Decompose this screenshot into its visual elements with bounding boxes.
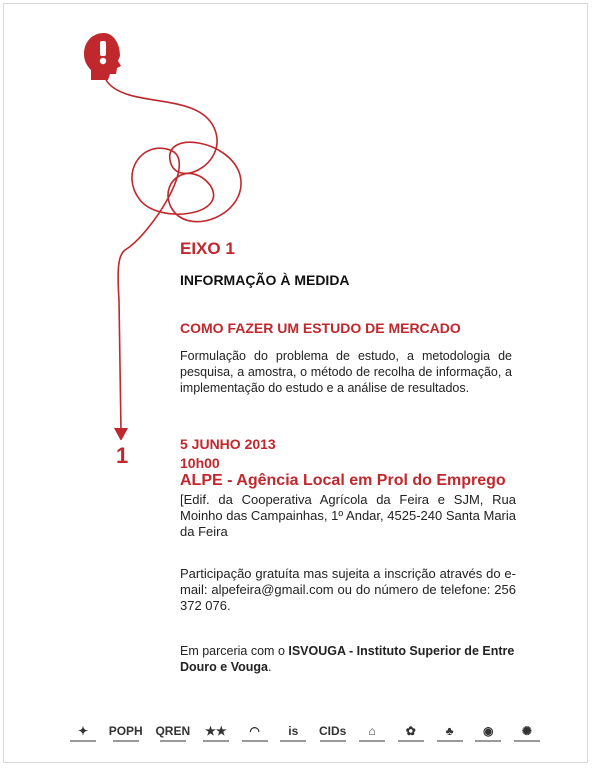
head-exclamation-icon xyxy=(84,33,121,80)
sponsor-logo-9: ✿ xyxy=(398,724,424,742)
session-topic: COMO FAZER UM ESTUDO DE MERCADO xyxy=(180,320,461,336)
participation-info: Participação gratuíta mas sujeita a inscrição através do e-mail: alpefeira@gmail.com ou do número de telefone: 256 372 076. xyxy=(180,566,516,613)
partner-info xyxy=(180,643,520,675)
sponsor-logo-3: QREN xyxy=(155,724,190,742)
sponsor-logo-12: ✺ xyxy=(514,724,540,742)
sponsor-logo-6: is xyxy=(280,724,306,742)
sponsor-logos xyxy=(70,716,540,750)
sponsor-logo-10: ♣ xyxy=(437,724,463,742)
axis-number: 1 xyxy=(116,443,129,468)
partner-suffix: . xyxy=(267,660,272,674)
sponsor-logo-1: ✦ xyxy=(70,724,96,742)
session-description: Formulação do problema de estudo, a metodologia de pesquisa, a amostra, o método de recolha de informação, a implementação do estudo e a análise de resultados. xyxy=(180,349,512,395)
sponsor-logo-5: ◠ xyxy=(242,724,268,742)
sponsor-logo-4: ★★ xyxy=(203,724,229,742)
venue-name: ALPE - Agência Local em Prol do Emprego xyxy=(180,472,506,489)
venue-address: [Edif. da Cooperativa Agrícola da Feira e SJM, Rua Moinho das Campainhas, 1º Andar, 4525-240 Santa Maria da Feira xyxy=(180,492,516,539)
session-date: 5 JUNHO 2013 xyxy=(180,436,276,452)
sponsor-logo-2: POPH xyxy=(109,724,143,742)
sponsor-logo-11: ◉ xyxy=(475,724,501,742)
axis-subtitle: INFORMAÇÃO À MEDIDA xyxy=(180,272,350,288)
sponsor-logo-8: ⌂ xyxy=(359,724,385,742)
arrow-head-icon xyxy=(114,428,128,440)
session-time: 10h00 xyxy=(180,455,220,471)
sponsor-logo-7: CIDs xyxy=(319,724,346,742)
axis-title: EIXO 1 xyxy=(180,239,235,258)
partner-prefix: Em parceria com o xyxy=(180,644,289,658)
partner-name: ISVOUGA - Instituto Superior de Entre Douro e Vouga xyxy=(180,644,515,674)
